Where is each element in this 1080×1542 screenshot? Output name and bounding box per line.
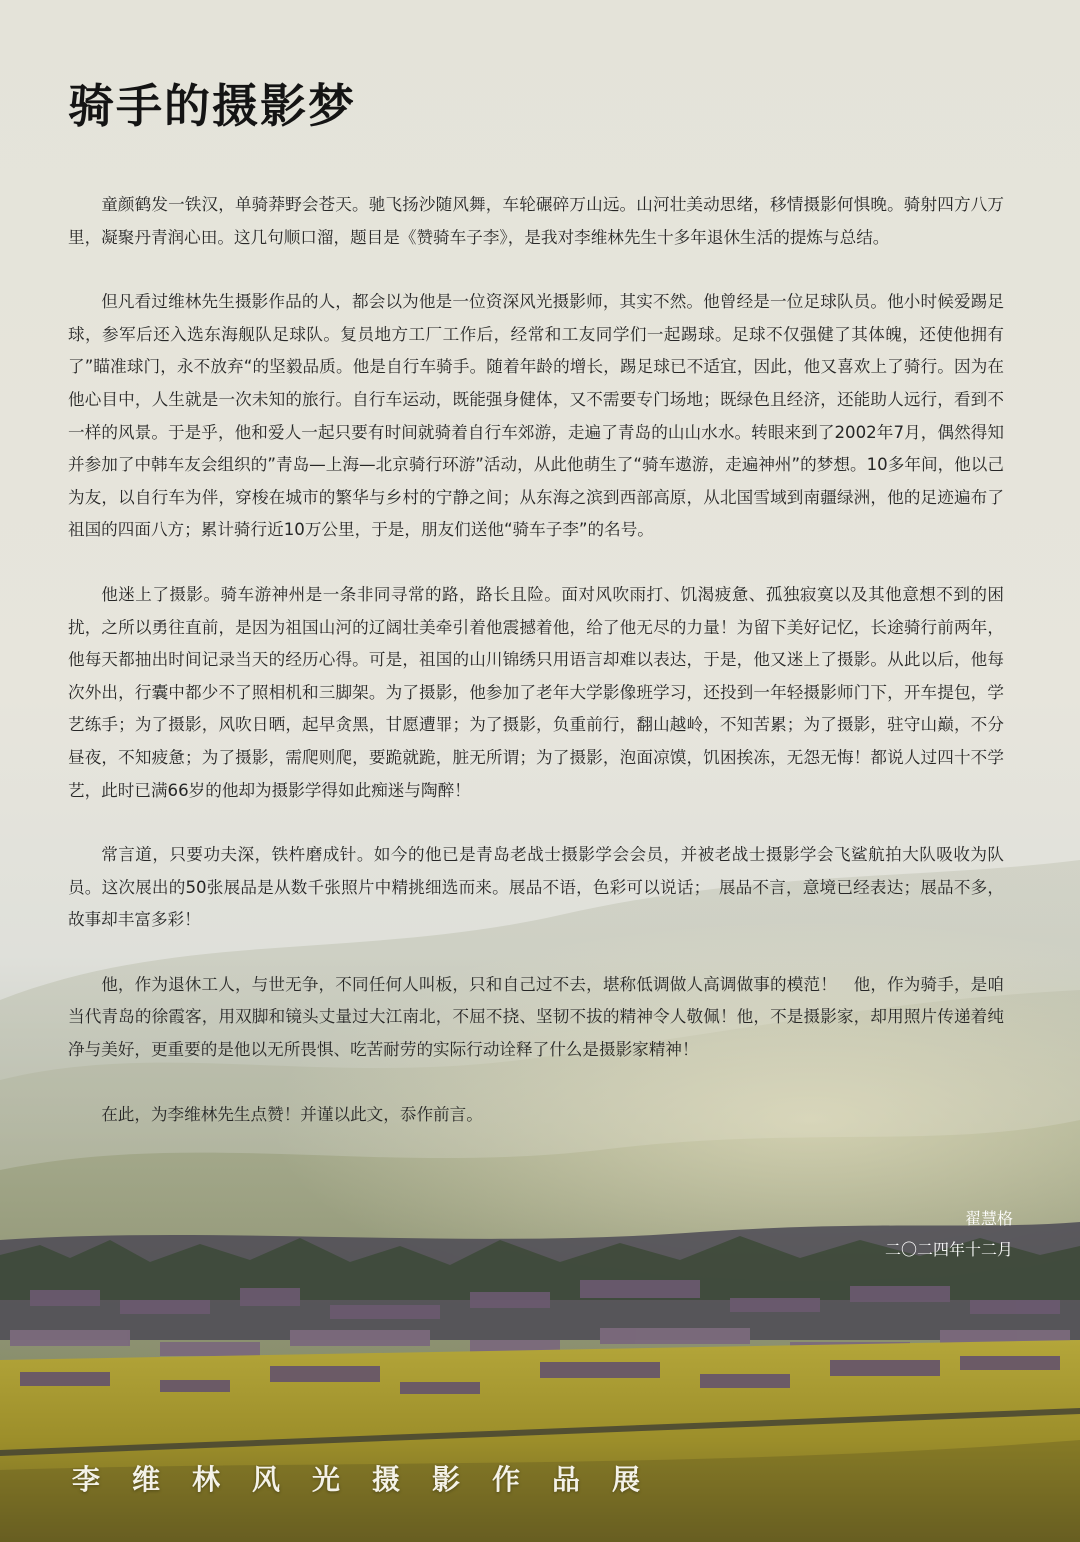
paragraph-photography: 他迷上了摄影。骑车游神州是一条非同寻常的路，路长且险。面对风吹雨打、饥渴疲惫、孤独寂寞以及其他意想不到的困扰，之所以勇往直前，是因为祖国山河的辽阔壮美牵引着他震撼着他，给了他无尽的力量！为留下美好记忆，长途骑行前两年，他每天都抽出时间记录当天的经历心得。可是，祖国的山川锦绣只用语言却难以表达，于是，他又迷上了摄影。从此以后，他每次外出，行囊中都少不了照相机和三脚架。为了摄影，他参加了老年大学影像班学习，还投到一年轻摄影师门下，开车提包，学艺练手；为了摄影，风吹日晒，起早贪黑，甘愿遭罪；为了摄影，负重前行，翻山越岭，不知苦累；为了摄影，驻守山巅，不分昼夜，不知疲惫；为了摄影，需爬则爬，要跪就跪，脏无所谓；为了摄影，泡面凉馍，饥困挨冻，无怨无悔！都说人过四十不学艺，此时已满66岁的他却为摄影学得如此痴迷与陶醉！ — [68, 584, 1004, 800]
page-title: 骑手的摄影梦 — [68, 79, 356, 133]
preface-article — [68, 189, 1004, 1163]
paragraph-background: 但凡看过维林先生摄影作品的人，都会以为他是一位资深风光摄影师，其实不然。他曾经是一位足球队员。他小时候爱踢足球，参军后还入选东海舰队足球队。复员地方工厂工作后，经常和工友同学们一起踢球。足球不仅强健了其体魄，还使他拥有了”瞄准球门，永不放弃“的坚毅品质。他是自行车骑手。随着年龄的增长，踢足球已不适宜，因此，他又喜欢上了骑行。因为在他心目中，人生就是一次未知的旅行。自行车运动，既能强身健体，又不需要专门场地；既绿色且经济，还能助人远行，看到不一样的风景。于是乎，他和爱人一起只要有时间就骑着自行车郊游，走遍了青岛的山山水水。转眼来到了2002年7月，偶然得知并参加了中韩车友会组织的”青岛—上海—北京骑行环游”活动，从此他萌生了“骑车遨游，走遍神州”的梦想。10多年间，他以己为友，以自行车为伴，穿梭在城市的繁华与乡村的宁静之间；从东海之滨到西部高原，从北国雪域到南疆绿洲，他的足迹遍布了祖国的四面八方；累计骑行近10万公里，于是，朋友们送他“骑车子李”的名号。 — [68, 292, 1004, 540]
paragraph-exhibition: 常言道，只要功夫深，铁杵磨成针。如今的他已是青岛老战士摄影学会会员，并被老战士摄影学会飞鲨航拍大队吸收为队员。这次展出的50张展品是从数千张照片中精挑细选而来。展品不语，色彩可以说话； 展品不言，意境已经表达；展品不多，故事却丰富多彩！ — [68, 845, 1004, 930]
paragraph-closing: 在此，为李维林先生点赞！并谨以此文，忝作前言。 — [101, 1104, 483, 1124]
signature-date: 二〇二四年十二月 — [884, 1240, 1013, 1259]
paragraph-poem: 童颜鹤发一铁汉，单骑莽野会苍天。驰飞扬沙随风舞，车轮碾碎万山远。山河壮美动思绪，移情摄影何惧晚。骑射四方八万里，凝聚丹青润心田。这几句顺口溜，题目是《赞骑车子李》，是我对李维林先生十多年退休生活的提炼与总结。 — [68, 195, 1004, 247]
signature-author: 翟慧格 — [964, 1209, 1013, 1228]
exhibition-title: 李维林风光摄影作品展 — [72, 1463, 673, 1496]
paragraph-tribute: 他，作为退休工人，与世无争，不同任何人叫板，只和自己过不去，堪称低调做人高调做事的模范！ 他，作为骑手，是咱当代青岛的徐霞客，用双脚和镜头丈量过大江南北，不屈不挠、坚韧不拔的精神令人敬佩！他，不是摄影家，却用照片传递着纯净与美好，更重要的是他以无所畏惧、吃苦耐劳的实际行动诠释了什么是摄影家精神！ — [68, 974, 1004, 1060]
